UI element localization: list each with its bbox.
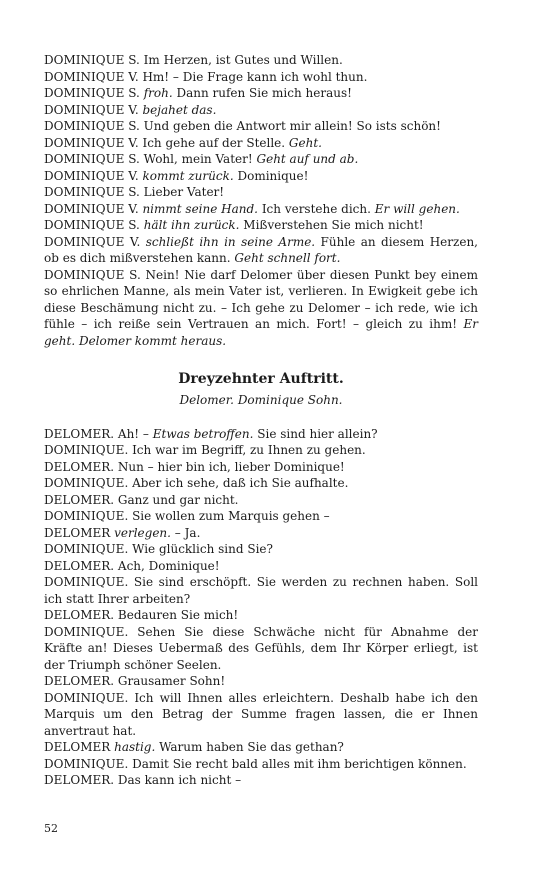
speech-text: DOMINIQUE S. Lieber Vater! [44, 185, 225, 199]
stage-direction: Geht schnell fort. [234, 251, 341, 265]
dialogue-line [44, 52, 478, 69]
dialogue-line [44, 102, 478, 119]
dialogue-line [44, 184, 478, 201]
speech-text: Warum haben Sie das gethan? [155, 740, 344, 754]
speech-text: DOMINIQUE S. [44, 86, 144, 100]
stage-direction: Geht auf und ab. [256, 152, 359, 166]
speech-text: DOMINIQUE V. [44, 168, 143, 183]
dialogue-line [44, 135, 478, 152]
dialogue-line [44, 739, 478, 756]
dialogue-line [44, 168, 478, 185]
page-body [44, 52, 478, 789]
speech-text: DOMINIQUE S. Wohl, mein Vater! [44, 152, 257, 166]
speech-text: DOMINIQUE. Wie glücklich sind Sie? [44, 542, 273, 556]
stage-direction: nimmt seine Hand. [142, 201, 258, 216]
dialogue-line [44, 69, 478, 86]
dialogue-line [44, 234, 478, 267]
dialogue-line [44, 558, 478, 575]
stage-direction: Geht. [288, 135, 322, 150]
speech-text: DELOMER. Bedauren Sie mich! [44, 608, 239, 622]
scene-heading: Dreyzehnter Auftritt. [178, 371, 344, 387]
speech-text: DOMINIQUE. Aber ich sehe, daß ich Sie aufhalte. [44, 476, 349, 490]
dialogue-line [44, 624, 478, 674]
dialogue-line [44, 151, 478, 168]
speech-text: DOMINIQUE S. Nein! Nie darf Delomer über diesen Punkt bey einem so ehrlichen Manne, als mein Vater ist, verlieren. In Ewigkeit gebe ich diese Beschämung nicht zu. – Ich gehe zu Delomer – ich rede, wie ich fühle – ich reiße sein Vertrauen an mich. Fort! – gleich zu ihm! [44, 267, 478, 331]
page-number: 52 [44, 822, 58, 835]
stage-direction: schließt ihn in seine Arme. [145, 234, 316, 249]
speech-text: DELOMER [44, 740, 115, 754]
speech-text: DELOMER. Ganz und gar nicht. [44, 492, 239, 507]
dialogue-line [44, 85, 478, 102]
dialogue-line [44, 607, 478, 624]
speech-text: DOMINIQUE. Ich war im Begriff, zu Ihnen zu gehen. [44, 443, 366, 457]
stage-direction: verlegen. [114, 525, 171, 540]
dialogue-line [44, 459, 478, 476]
speech-text: Mißverstehen Sie mich nicht! [239, 218, 424, 232]
stage-direction: froh. [143, 86, 173, 100]
speech-text: DOMINIQUE. Damit Sie recht bald alles mit ihm berichtigen können. [44, 756, 467, 771]
speech-text: DELOMER. Das kann ich nicht – [44, 773, 242, 787]
dialogue-line [44, 267, 478, 350]
dialogue-line [44, 475, 478, 492]
dialogue-line [44, 442, 478, 459]
stage-direction: hastig. [114, 740, 156, 754]
speech-text: DOMINIQUE S. [44, 218, 144, 232]
speech-text: DELOMER [44, 525, 115, 540]
speech-text: Dann rufen Sie mich heraus! [172, 86, 352, 100]
scene-cast: Delomer. Dominique Sohn. [179, 393, 343, 407]
dialogue-line [44, 217, 478, 234]
speech-text: Dominique! [233, 168, 309, 183]
dialogue-line [44, 508, 478, 525]
dialogue-line [44, 690, 478, 740]
speech-text: DOMINIQUE V. Ich gehe auf der Stelle. [44, 135, 289, 150]
dialogue-block-2 [44, 426, 478, 789]
speech-text: DELOMER. Grausamer Sohn! [44, 674, 226, 688]
dialogue-line [44, 574, 478, 607]
speech-text: Sie sind hier allein? [253, 426, 378, 441]
dialogue-line [44, 201, 478, 218]
speech-text: DOMINIQUE. Sehen Sie diese Schwäche nicht für Abnahme der Kräfte an! Dieses Uebermaß des Gefühls, dem Ihr Körper erliegt, ist der Triumph schöner Seelen. [44, 624, 478, 672]
dialogue-line [44, 673, 478, 690]
speech-text: DOMINIQUE S. Und geben die Antwort mir allein! So ists schön! [44, 119, 441, 133]
stage-direction: Er will gehen. [374, 201, 460, 216]
dialogue-line [44, 541, 478, 558]
stage-direction: hält ihn zurück. [143, 218, 240, 232]
speech-text: DELOMER. Ach, Dominique! [44, 558, 220, 573]
speech-text: DOMINIQUE S. Im Herzen, ist Gutes und Willen. [44, 53, 343, 67]
speech-text: DOMINIQUE V. [44, 201, 143, 216]
stage-direction: bejahet das. [142, 102, 217, 117]
speech-text: DOMINIQUE. Sie wollen zum Marquis gehen – [44, 509, 330, 523]
stage-direction: Etwas betroffen. [152, 426, 254, 441]
speech-text: Ich verstehe dich. [258, 201, 375, 216]
dialogue-line [44, 426, 478, 443]
speech-text: DOMINIQUE V. [44, 234, 146, 249]
dialogue-line [44, 118, 478, 135]
stage-direction: Er geht. Delomer kommt heraus. [44, 317, 478, 348]
dialogue-line [44, 772, 478, 789]
speech-text: DOMINIQUE V. [44, 102, 143, 117]
stage-direction: kommt zurück. [142, 168, 234, 183]
dialogue-block-1 [44, 52, 478, 349]
speech-text: – Ja. [170, 525, 201, 540]
dialogue-line [44, 492, 478, 509]
speech-text: Fühle an diesem Herzen, ob es dich mißverstehen kann. [44, 234, 478, 265]
speech-text: DELOMER. Nun – hier bin ich, lieber Dominique! [44, 459, 345, 474]
dialogue-line [44, 756, 478, 773]
speech-text: DELOMER. Ah! – [44, 426, 153, 441]
speech-text: DOMINIQUE V. Hm! – Die Frage kann ich wohl thun. [44, 69, 368, 84]
dialogue-line [44, 525, 478, 542]
speech-text: DOMINIQUE. Sie sind erschöpft. Sie werden zu rechnen haben. Soll ich statt Ihrer arbeiten? [44, 575, 478, 606]
speech-text: DOMINIQUE. Ich will Ihnen alles erleichtern. Deshalb habe ich den Marquis um den Betrag der Summe fragen lassen, die er Ihnen anvertraut hat. [44, 690, 478, 738]
